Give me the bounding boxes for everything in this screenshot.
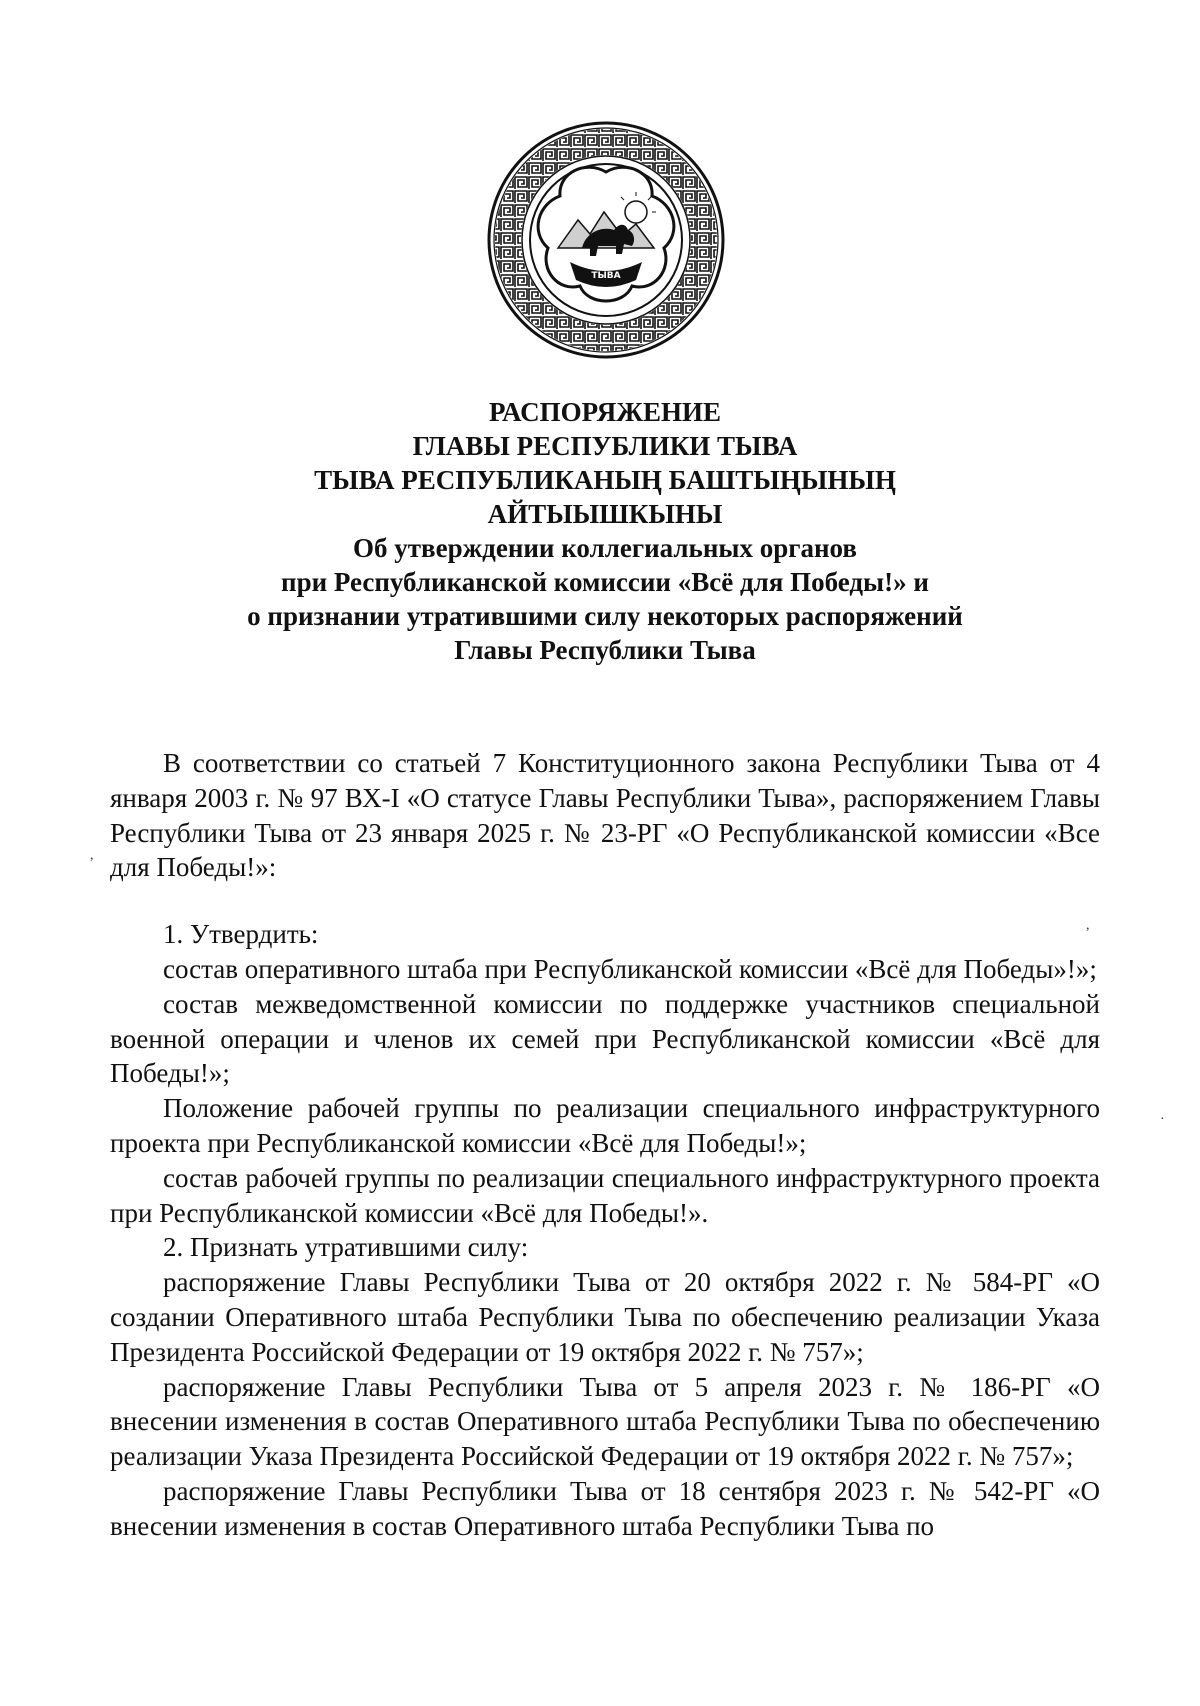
scan-mark: , [1086,918,1090,933]
issuer-title: ГЛАВЫ РЕСПУБЛИКИ ТЫВА [412,431,798,461]
item-1-heading: 1. Утвердить: [163,919,319,950]
item-2-paragraph-a: распоряжение Главы Республики Тыва от 20 октября 2022 г. № 584-РГ «О создании Оперативного штаба Республики Тыва по обеспечению реализации Указа Президента Российской Федерации от 19 октября 2022 г. № 757»; [110,1267,1100,1367]
subject-line-4: Главы Республики Тыва [454,635,756,665]
item-1-paragraph-d: состав рабочей группы по реализации специального инфраструктурного проекта при Республиканской комиссии «Всё для Победы!». [110,1162,1100,1228]
item-1-paragraph-b: состав межведомственной комиссии по поддержке участников специальной военной операции и членов их семей при Республиканской комиссии «Всё для Победы!»; [110,988,1100,1089]
scan-mark: · [1160,1112,1165,1127]
subject-line-1: Об утверждении коллегиальных органов [353,533,857,563]
document-body [110,746,1100,1544]
svg-text:··: ·· [604,120,608,126]
scan-mark: , [90,848,94,863]
subject-line-3: о признании утратившими силу некоторых распоряжений [247,601,963,631]
coat-of-arms-emblem [486,120,726,360]
tuvan-title-line-1: ТЫВА РЕСПУБЛИКАНЫҢ БАШТЫҢЫНЫҢ [314,465,896,495]
item-1-paragraph-a: состав оперативного штаба при Республиканской комиссии «Всё для Победы»!»; [163,953,1097,984]
emblem-graphic [486,120,726,360]
item-2-heading: 2. Признать утратившими силу: [163,1232,529,1263]
item-2-paragraph-c: распоряжение Главы Республики Тыва от 18 сентября 2023 г. № 542-РГ «О внесении изменения в состав Оперативного штаба Республики Тыва по [110,1475,1100,1541]
item-1-paragraph-c: Положение рабочей группы по реализации специального инфраструктурного проекта при Республиканской комиссии «Всё для Победы!»; [110,1093,1100,1158]
item-2-paragraph-b: распоряжение Главы Республики Тыва от 5 апреля 2023 г. № 186-РГ «О внесении изменения в состав Оперативного штаба Республики Тыва по обеспечению реализации Указа Президента Российской Федерации от 19 октября 2022 г. № 757»; [110,1371,1100,1472]
tuvan-title-line-2: АЙТЫЫШКЫНЫ [487,499,723,529]
preamble-paragraph: В соответствии со статьей 7 Конституционного закона Республики Тыва от 4 января 2003 г. № 97 ВХ-I «О статусе Главы Республики Тыва», распоряжением Главы Республики Тыва от 23 января 2025 г. № 23-РГ «О Республиканской комиссии «Все для Победы!»: [110,748,1100,883]
document-headings [110,395,1100,667]
emblem-label: ТЫВА [591,271,621,281]
subject-line-2: при Республиканской комиссии «Всё для Победы!» и [281,567,929,597]
document-type-title: РАСПОРЯЖЕНИЕ [488,397,722,427]
